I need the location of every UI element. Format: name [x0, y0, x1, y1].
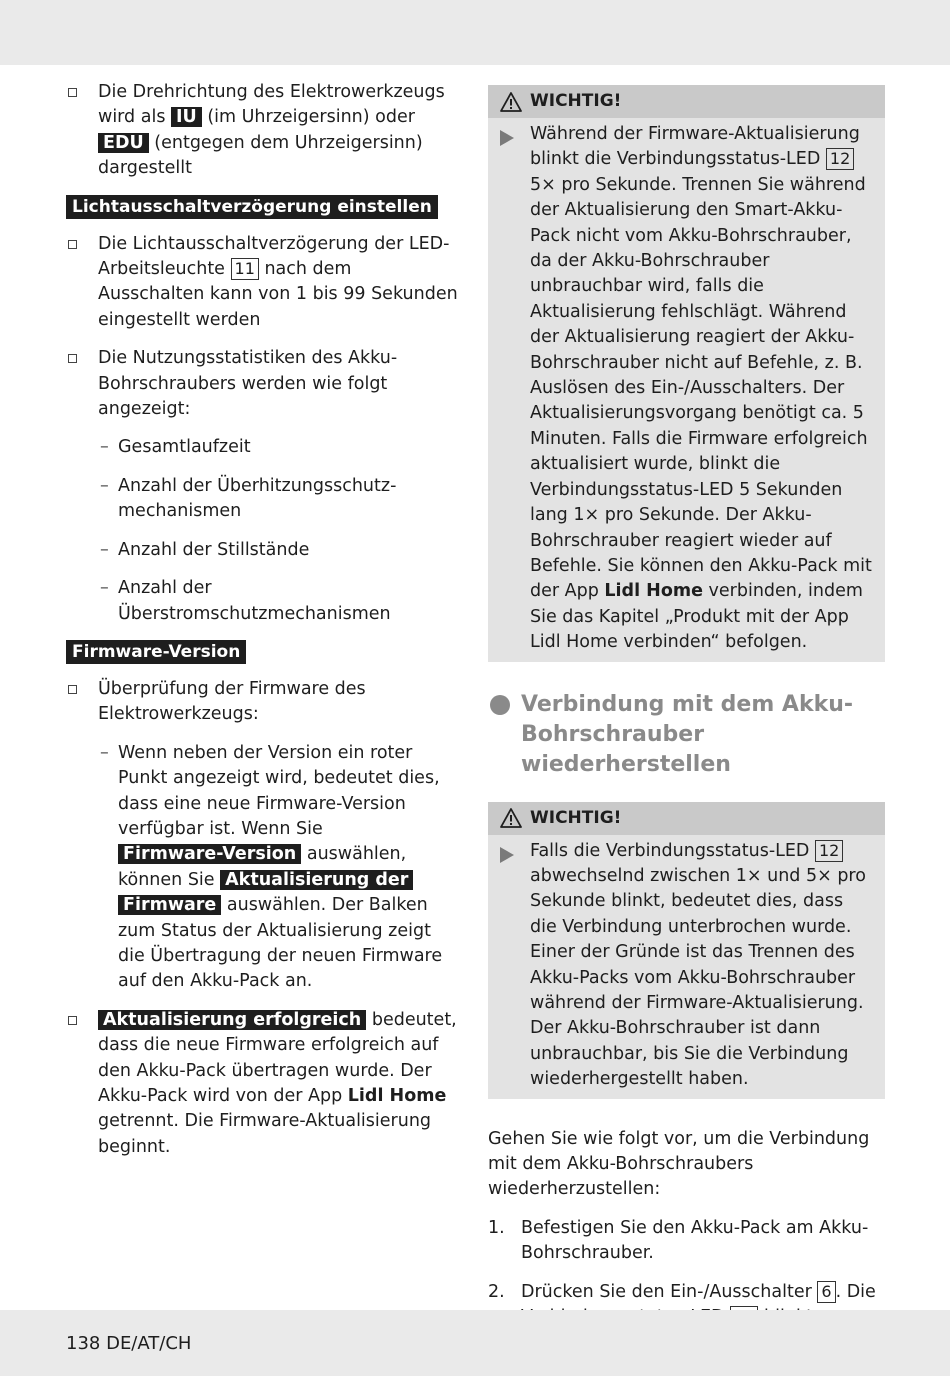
- text: auswählen, können Sie: [118, 844, 407, 890]
- text: Die Drehrichtung des Elektrowerkzeugs wird als: [98, 82, 445, 128]
- list-item: [66, 677, 462, 728]
- step-number: 2.: [488, 1281, 505, 1302]
- header-band: [0, 0, 950, 65]
- dash-icon: –: [100, 539, 109, 560]
- text: Drücken Sie den Ein-/Ausschalter: [521, 1281, 812, 1302]
- list-item: [66, 1008, 462, 1160]
- menu-label: Firmware: [118, 895, 221, 915]
- part-reference: 6: [817, 1281, 835, 1303]
- section-heading: [488, 690, 885, 780]
- part-reference: 11: [231, 258, 259, 280]
- dash-icon: –: [100, 475, 109, 496]
- text: Anzahl der Überhitzungsschutz-mechanismen: [118, 475, 397, 522]
- text: Befestigen Sie den Akku-Pack am Akku-Bohrschrauber.: [521, 1217, 869, 1264]
- text: abwechselnd zwischen 1× und 5× pro Sekunde blinkt, bedeutet dies, dass die Verbindung unterbrochen wurde. Einer der Gründe ist das Trennen des Akku-Packs vom Akku-Bohrschrauber während der Firmware-Aktualisierung. Der Akku-Bohrschrauber ist dann unbrauchbar, bis Sie die Verbindung wiederhergestellt haben.: [530, 865, 866, 1090]
- note-body: [488, 118, 885, 662]
- note-body: [488, 835, 885, 1099]
- page-number: 138 DE/AT/CH: [66, 1333, 192, 1354]
- important-note: [488, 85, 885, 662]
- list-item: [66, 80, 462, 182]
- list-item: [66, 232, 462, 334]
- sub-list-item: [66, 474, 462, 525]
- checkbox-bullet-icon: [68, 685, 77, 694]
- text: bedeutet, dass die neue Firmware erfolgreich auf den Akku-Pack übertragen wurde. Der Akku-Pack wird von der App: [98, 1009, 457, 1106]
- sub-list-item: [66, 741, 462, 995]
- text: Anzahl der Stillstände: [118, 539, 310, 560]
- text: verbinden, indem Sie das Kapitel „Produkt mit der App Lidl Home verbinden“ befolgen.: [530, 581, 863, 653]
- warning-icon: [500, 808, 522, 828]
- sub-list-item: [66, 576, 462, 627]
- checkbox-bullet-icon: [68, 88, 77, 97]
- text: Falls die Verbindungsstatus-LED: [530, 840, 810, 861]
- text: Die Lichtausschaltverzögerung der LED-Arbeitsleuchte: [98, 233, 450, 280]
- part-reference: 12: [826, 148, 854, 170]
- warning-icon: [500, 92, 522, 112]
- text: Anzahl der Überstromschutzmechanismen: [118, 578, 391, 624]
- menu-label: Firmware-Version: [118, 844, 301, 864]
- dash-icon: –: [100, 437, 109, 458]
- text: Die Nutzungsstatistiken des Akku-Bohrschraubers werden wie folgt angezeigt:: [98, 348, 398, 420]
- app-name: Lidl Home: [347, 1086, 447, 1106]
- triangle-bullet-icon: [500, 847, 514, 863]
- text: getrennt. Die Firmware-Aktualisierung beginnt.: [98, 1111, 432, 1157]
- text: Während der Firmware-Aktualisierung blinkt die Verbindungsstatus-LED: [530, 124, 860, 170]
- text: auswählen. Der Balken zum Status der Aktualisierung zeigt die Übertragung der neuen Firmware auf den Akku-Pack an.: [118, 895, 443, 992]
- section-title: Lichtausschaltverzögerung einstellen: [66, 195, 438, 219]
- dash-icon: –: [100, 742, 109, 763]
- numbered-step: [488, 1216, 885, 1267]
- important-note: [488, 802, 885, 1099]
- note-header: [488, 85, 885, 118]
- part-reference: 12: [815, 840, 843, 862]
- app-name: Lidl Home: [604, 581, 703, 602]
- display-label-iu: IU: [171, 107, 202, 127]
- sub-list-item: [66, 538, 462, 563]
- text: Gesamtlaufzeit: [118, 437, 251, 458]
- right-column: [488, 85, 885, 1369]
- text: Überprüfung der Firmware des Elektrowerkzeugs:: [98, 678, 366, 725]
- bullet-dot-icon: [490, 695, 510, 715]
- display-label-edu: EDU: [98, 133, 149, 153]
- sub-list-item: [66, 435, 462, 460]
- text: (im Uhrzeigersinn) oder: [207, 107, 415, 128]
- checkbox-bullet-icon: [68, 240, 77, 249]
- step-number: 1.: [488, 1217, 505, 1238]
- checkbox-bullet-icon: [68, 1016, 77, 1025]
- dash-icon: –: [100, 578, 109, 599]
- note-title: WICHTIG!: [530, 91, 622, 111]
- note-title: WICHTIG!: [530, 807, 622, 828]
- left-column: [66, 80, 462, 1173]
- section-title: Firmware-Version: [66, 640, 246, 664]
- heading-text: Verbindung mit dem Akku-Bohrschrauber wiederherstellen: [521, 691, 853, 777]
- note-header: [488, 802, 885, 835]
- checkbox-bullet-icon: [68, 354, 77, 363]
- paragraph: Gehen Sie wie folgt vor, um die Verbindung mit dem Akku-Bohrschraubers wiederherzustellen:: [488, 1128, 870, 1200]
- text: . Die: [835, 1281, 876, 1302]
- triangle-bullet-icon: [500, 130, 514, 146]
- text: 5× pro Sekunde. Trennen Sie während der Aktualisierung den Smart-Akku-Pack nicht vom Akku-Bohrschrauber, da der Akku-Bohrschrauber unbrauchbar wird, falls die Aktualisierung fehlschlägt. Während der Aktualisierung reagiert der Akku-Bohrschrauber nicht auf Befehle, z. B. Auslösen des Ein-/Ausschalters. Der Aktualisierungsvorgang benötigt ca. 5 Minuten. Falls die Firmware erfolgreich aktualisiert wurde, blinkt die Verbindungsstatus-LED 5 Sekunden lang 1× pro Sekunde. Der Akku-Bohrschrauber reagiert wieder auf Befehle. Sie können den Akku-Pack mit der App: [530, 174, 872, 602]
- menu-label: Aktualisierung der: [220, 870, 413, 890]
- text: (entgegen dem Uhrzeigersinn) dargestellt: [98, 132, 423, 179]
- text: nach dem Ausschalten kann von 1 bis 99 Sekunden eingestellt werden: [98, 259, 458, 330]
- text: Wenn neben der Version ein roter Punkt angezeigt wird, bedeutet dies, dass eine neue Firmware-Version verfügbar ist. Wenn Sie: [118, 742, 440, 839]
- status-label: Aktualisierung erfolgreich: [98, 1010, 366, 1030]
- list-item: [66, 346, 462, 422]
